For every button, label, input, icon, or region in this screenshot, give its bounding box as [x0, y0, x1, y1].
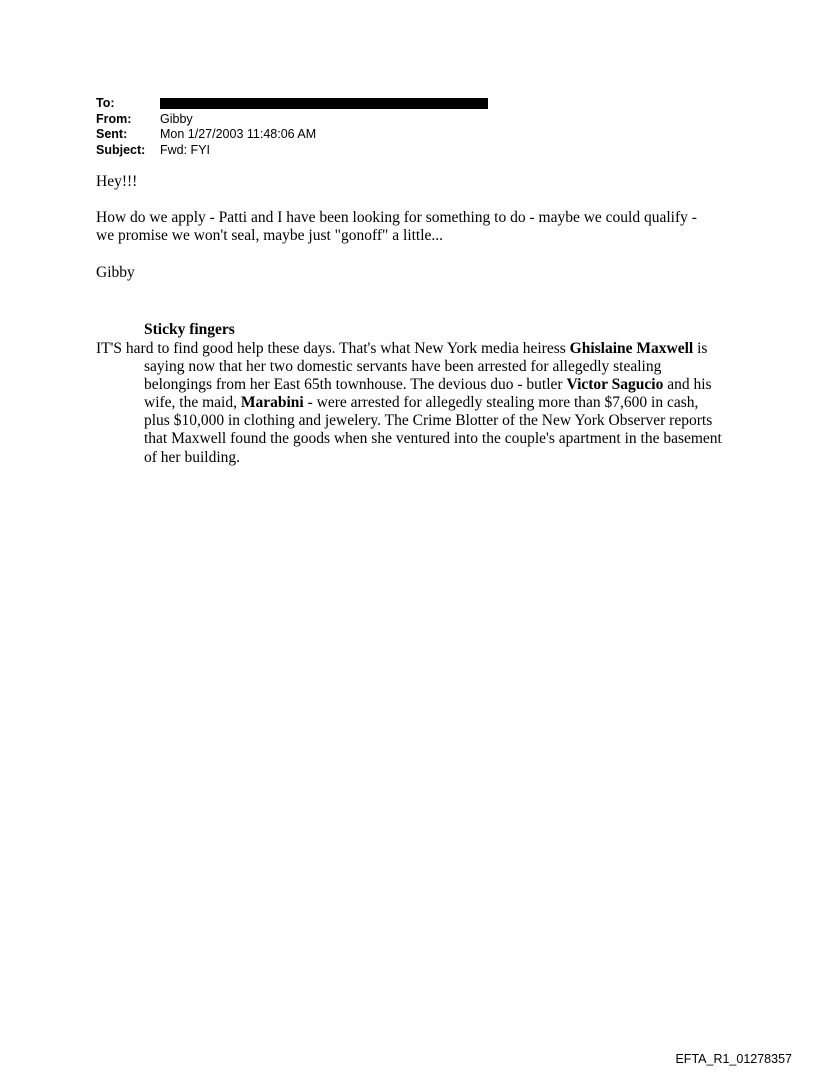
signature: Gibby — [96, 264, 135, 281]
from-label: From: — [96, 111, 132, 126]
sent-row — [96, 127, 488, 143]
article-title: Sticky fingers — [144, 321, 235, 338]
from-value: Gibby — [160, 111, 193, 126]
sent-value: Mon 1/27/2003 11:48:06 AM — [160, 127, 317, 141]
article-name-marabini: Marabini — [240, 394, 304, 412]
email-header — [96, 96, 488, 158]
article-body — [96, 340, 724, 467]
redacted-recipient — [160, 98, 488, 109]
article-name-maxwell: Ghislaine Maxwell — [569, 340, 694, 357]
body-line-2: we promise we won't seal, maybe just "gonoff" a little... — [96, 227, 444, 244]
body-line-1: How do we apply - Patti and I have been looking for something to do - maybe we could qualify - — [96, 209, 697, 226]
subject-value: Fwd: FYI — [160, 142, 211, 157]
sent-label: Sent: — [96, 127, 128, 141]
greeting: Hey!!! — [96, 173, 138, 190]
to-row — [96, 96, 488, 112]
article-name-sagucio: Victor Sagucio — [566, 376, 664, 394]
article-text-3: and his wife, the maid, — [144, 376, 712, 412]
to-label: To: — [96, 96, 115, 110]
article-text-2: is saying now that her two domestic servants have been arrested for allegedly stealing belongings from her East 65th townhouse. The devious duo - butler — [144, 340, 708, 394]
subject-label: Subject: — [96, 142, 146, 157]
from-row — [96, 112, 488, 128]
document-id: EFTA_R1_01278357 — [675, 1052, 792, 1066]
article-text-1: IT'S hard to find good help these days. That's what New York media heiress — [96, 340, 570, 357]
subject-row — [96, 143, 488, 159]
article-text-4: - were arrested for allegedly stealing more than $7,600 in cash, plus $10,000 in clothing and jewelery. The Crime Blotter of the New York Observer reports that Maxwell found the goods when she ventured into the couple's apartment in the basement of her building. — [144, 394, 722, 466]
